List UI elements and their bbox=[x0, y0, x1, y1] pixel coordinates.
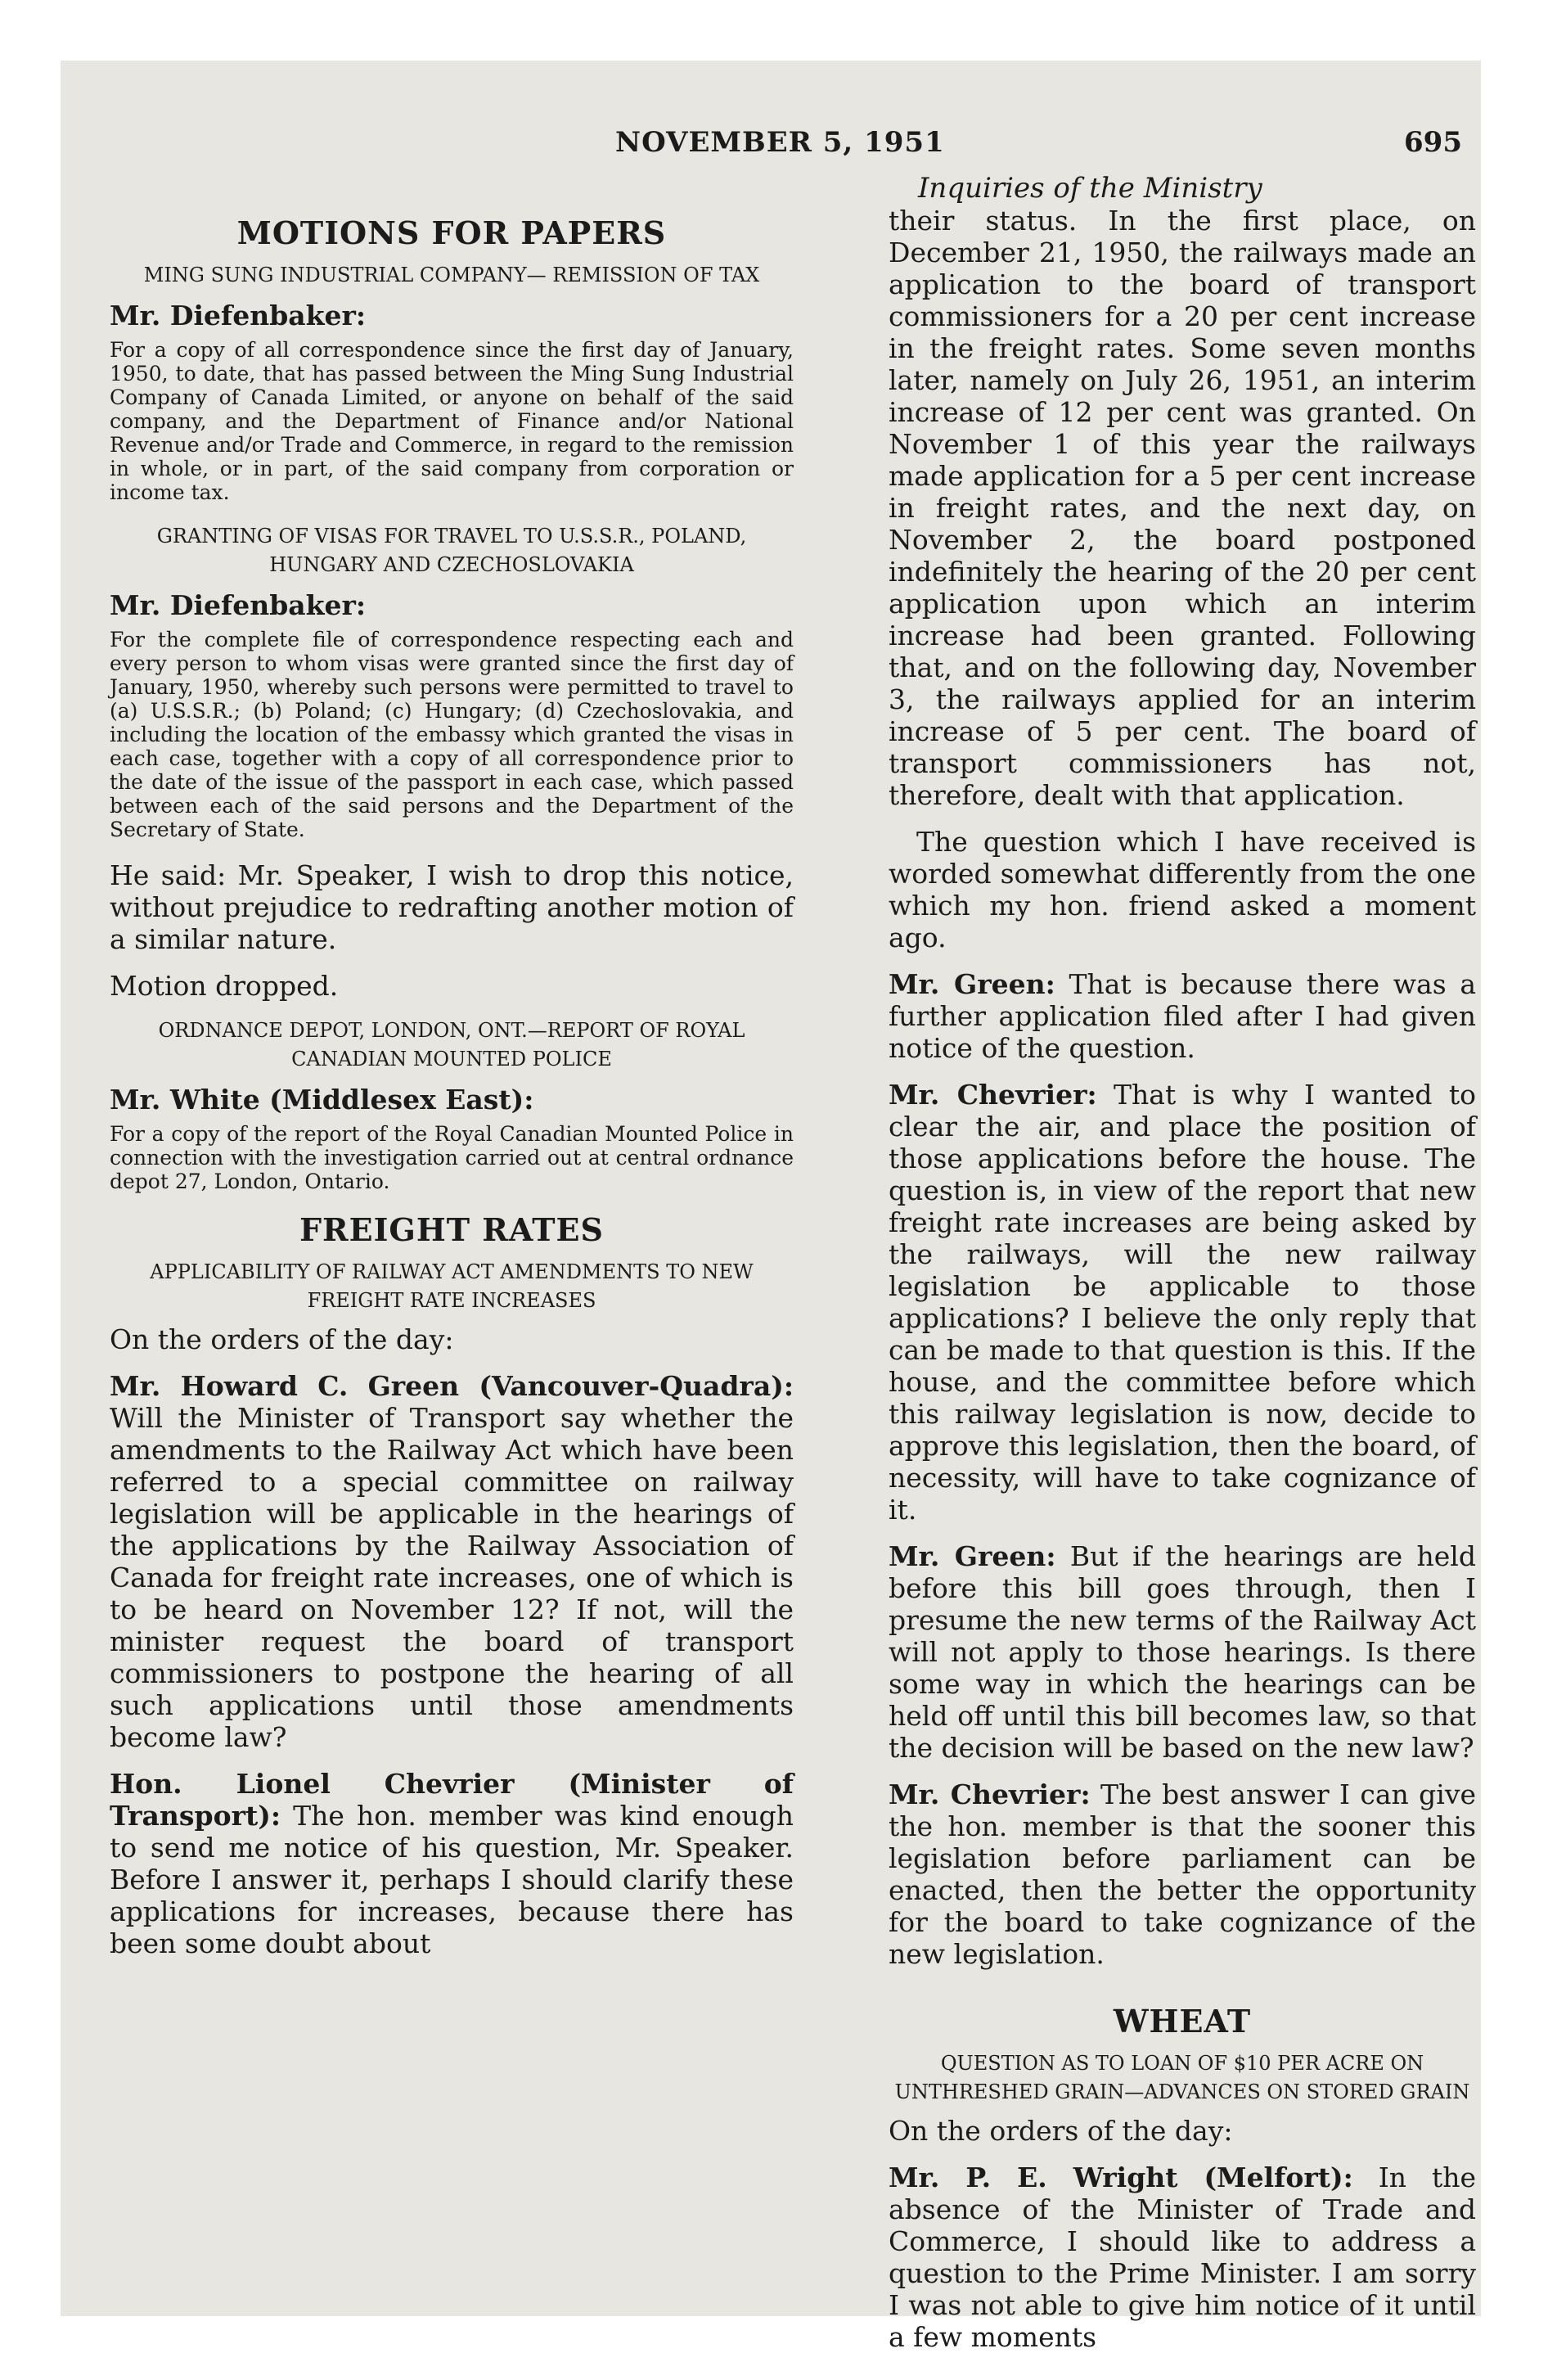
green-reply-1-text: That is because there was a further application filed after I had given notice of the question. bbox=[889, 968, 1476, 1064]
orders-of-day-left: On the orders of the day: bbox=[110, 1323, 454, 1355]
green-reply-2 bbox=[889, 1540, 1476, 1764]
wright-question-text: In the absence of the Minister of Trade and Commerce, I should like to address a question to the Prime Minister. I am sorry I was not able to give him notice of it until a few moments bbox=[889, 2161, 1476, 2353]
page bbox=[61, 61, 1481, 2353]
green-question-paragraph bbox=[110, 1370, 794, 1753]
running-head bbox=[61, 126, 1481, 169]
chevrier-answer-text: The hon. member was kind enough to send me notice of his question, Mr. Speaker. Before I answer it, perhaps I should clarify these applications for increases, because there has been some doubt about bbox=[110, 1800, 794, 1959]
chevrier-reply-2-text: The best answer I can give the hon. member is that the sooner this legislation before parliament can be enacted, then the better the opportunity for the board to take cognizance of the new legislation. bbox=[889, 1778, 1476, 1970]
motion-dropped: Motion dropped. bbox=[110, 970, 339, 1002]
running-subheading: Inquiries of the Ministry bbox=[918, 172, 1262, 205]
ordnance-speaker: Mr. White (Middlesex East): bbox=[110, 1084, 534, 1116]
left-column bbox=[110, 208, 794, 1974]
visas-subheading: GRANTING OF VISAS FOR TRAVEL TO U.S.S.R., POLAND, HUNGARY AND CZECHOSLOVAKIA bbox=[156, 525, 747, 576]
green-reply-2-text: But if the hearings are held before this bill goes through, then I presume the new terms of the Railway Act will not apply to those hearings. Is there some way in which the hearings can be held off until this bill becomes law, so that the decision will be based on the new law? bbox=[889, 1540, 1476, 1764]
green-speaker-2: Mr. Green: bbox=[889, 1540, 1056, 1572]
freight-rates-subheading: APPLICABILITY OF RAILWAY ACT AMENDMENTS TO NEW FREIGHT RATE INCREASES bbox=[150, 1260, 754, 1312]
green-speaker: Mr. Howard C. Green (Vancouver-Quadra): bbox=[110, 1370, 794, 1402]
page-number: 695 bbox=[1404, 126, 1462, 159]
ming-sung-speaker: Mr. Diefenbaker: bbox=[110, 300, 367, 331]
visas-motion-text: For the complete file of correspondence respecting each and every person to whom visas were granted since the first day of January, 1950, whereby such persons were permitted to travel to (a) U.S.S.R.; (b) Poland; (c) Hungary; (d) Czechoslovakia, and including the location of the embassy which granted the visas in each case, together with a copy of all correspondence prior to the date of the issue of the passport in each case, which passed between each of the said persons and the Department of the Secretary of State. bbox=[110, 628, 794, 841]
wheat-heading: WHEAT bbox=[1113, 2003, 1252, 2040]
chevrier-reply-1 bbox=[889, 1079, 1476, 1526]
ming-sung-motion-text: For a copy of all correspondence since the first day of January, 1950, to date, that has passed between the Ming Sung Industrial Company of Canada Limited, or anyone on behalf of the said company, and the Department of Finance and/or National Revenue and/or Trade and Commerce, in regard to the remission in whole, or in part, of the said company from corporation or income tax. bbox=[110, 338, 794, 504]
wheat-subheading: QUESTION AS TO LOAN OF $10 PER ACRE ON UNTHRESHED GRAIN—ADVANCES ON STORED GRAIN bbox=[894, 2052, 1470, 2103]
chevrier-reply-2 bbox=[889, 1778, 1476, 1970]
wright-question-paragraph bbox=[889, 2161, 1476, 2353]
ordnance-subheading: ORDNANCE DEPOT, LONDON, ONT.—REPORT OF ROYAL CANADIAN MOUNTED POLICE bbox=[158, 1019, 745, 1071]
page-date: NOVEMBER 5, 1951 bbox=[615, 126, 945, 159]
motions-for-papers-heading: MOTIONS FOR PAPERS bbox=[236, 214, 667, 251]
orders-of-day-right: On the orders of the day: bbox=[889, 2115, 1233, 2147]
ordnance-motion-text: For a copy of the report of the Royal Canadian Mounted Police in connection with the investigation carried out at central ordnance depot 27, London, Ontario. bbox=[110, 1122, 794, 1193]
chevrier-reply-1-text: That is why I wanted to clear the air, and place the position of those applications before the house. The question is, in view of the report that new freight rate increases are being asked by the railways, will the new railway legislation be applicable to those applications? I believe the only reply that can be made to that question is this. If the house, and the committee before which this railway legislation is now, decide to approve this legislation, then the board, of necessity, will have to take cognizance of it. bbox=[889, 1079, 1476, 1526]
chevrier-speaker-1: Mr. Chevrier: bbox=[889, 1079, 1097, 1111]
right-column bbox=[889, 205, 1476, 2368]
green-reply-1 bbox=[889, 968, 1476, 1064]
freight-rates-heading: FREIGHT RATES bbox=[299, 1211, 604, 1248]
question-worded-paragraph: The question which I have received is worded somewhat differently from the one which my hon. friend asked a moment ago. bbox=[889, 826, 1476, 953]
green-speaker-1: Mr. Green: bbox=[889, 968, 1055, 1000]
chevrier-answer-paragraph bbox=[110, 1768, 794, 1959]
status-continuation-paragraph: their status. In the first place, on December 21, 1950, the railways made an application to the board of transport commissioners for a 20 per cent increase in the freight rates. Some seven months later, namely on July 26, 1951, an interim increase of 12 per cent was granted. On November 1 of this year the railways made application for a 5 per cent increase in freight rates, and the next day, on November 2, the board postponed indefinitely the hearing of the 20 per cent application upon which an interim increase had been granted. Following that, and on the following day, November 3, the railways applied for an interim increase of 5 per cent. The board of transport commissioners has not, therefore, dealt with that application. bbox=[889, 205, 1476, 811]
green-question-text: Will the Minister of Transport say whether the amendments to the Railway Act which have been referred to a special committee on railway legislation will be applicable in the hearings of the applications by the Railway Association of Canada for freight rate increases, one of which is to be heard on November 12? If not, will the minister request the board of transport commissioners to postpone the hearing of all such applications until those amendments become law? bbox=[110, 1402, 794, 1753]
visas-speaker: Mr. Diefenbaker: bbox=[110, 589, 367, 621]
chevrier-speaker: Hon. Lionel Chevrier (Minister of Transport): bbox=[110, 1768, 794, 1832]
wright-speaker: Mr. P. E. Wright (Melfort): bbox=[889, 2161, 1353, 2193]
he-said-paragraph: He said: Mr. Speaker, I wish to drop this notice, without prejudice to redrafting another motion of a similar nature. bbox=[110, 859, 794, 955]
ming-sung-subheading: MING SUNG INDUSTRIAL COMPANY— REMISSION OF TAX bbox=[143, 264, 760, 286]
chevrier-speaker-2: Mr. Chevrier: bbox=[889, 1778, 1091, 1810]
